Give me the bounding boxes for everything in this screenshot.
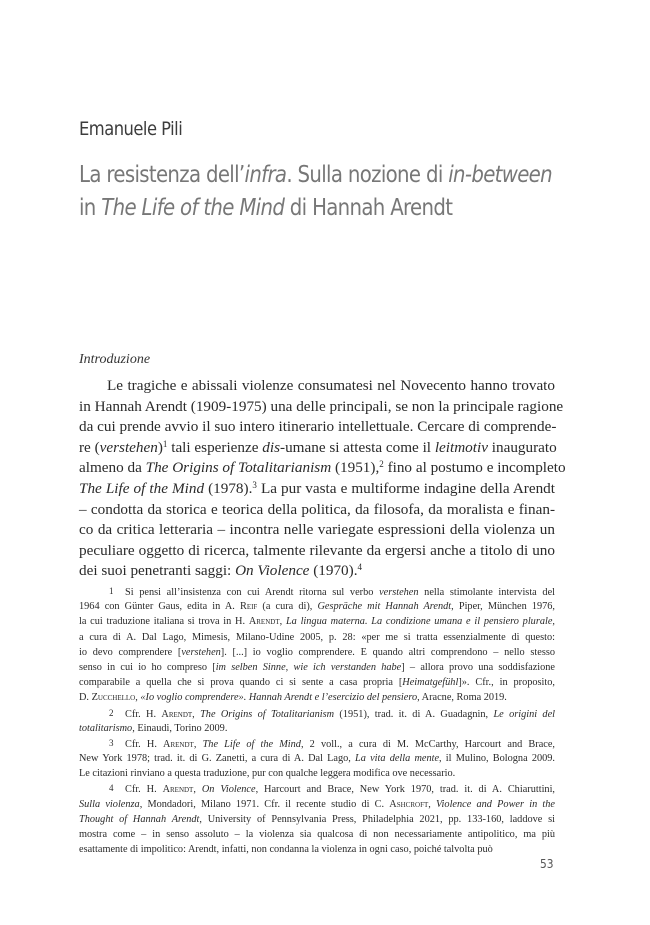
text-run: , <box>552 616 555 628</box>
italic-run: verstehen <box>379 587 419 598</box>
italic-run: The Life of the Mind <box>79 479 205 497</box>
text-run: ]». Cfr., in proposito, <box>458 677 555 689</box>
italic-run: On Violence <box>235 562 310 580</box>
footnote-ref[interactable]: 2 <box>379 459 384 470</box>
text-run: (1951), <box>331 459 380 477</box>
text-run: , Mondadori, Milano 1971. Cfr. il recente studio di C. <box>139 798 390 810</box>
text-run: Le citazioni rinviano a questa traduzione, pur con qualche leggera modifica ove necessario. <box>79 768 456 780</box>
text-run: 1964 con Günter Gaus, edita in A. <box>79 601 240 613</box>
italic-run: totalitarismo <box>79 722 133 734</box>
text-run: comparabile a quella che si prova quando ci si sente a casa propria [ <box>79 677 403 689</box>
text-run: dei suoi penetranti saggi: <box>79 562 236 580</box>
text-run: Cfr. H. <box>125 738 164 750</box>
italic-run: The Life of the Mind <box>202 738 301 750</box>
text-run: , <box>428 798 437 810</box>
italic-run: verstehen <box>99 438 158 456</box>
text-run: tali esperienze <box>167 438 263 456</box>
author-name: Emanuele Pili <box>79 118 183 140</box>
footnote-line <box>79 675 555 690</box>
footnote-line <box>79 614 555 629</box>
text-run: New York 1978; trad. it. di G. Zanetti, a cura di A. Dal Lago, <box>79 753 356 765</box>
footnote-line <box>79 660 555 675</box>
footnote-line: 1 Si pensi all’insistenza con cui Arendt ritorna sul verbo verstehen nella stimolante intervista del <box>109 586 555 598</box>
footnote-line <box>79 630 555 645</box>
italic-run: The Origins of Totalitarianism <box>200 708 335 720</box>
italic-run: La vita della mente <box>355 753 440 765</box>
footnote-ref[interactable]: 3 <box>252 479 257 490</box>
italic-run: Thought of Hannah Arendt <box>79 813 200 825</box>
text-run: , il Mulino, Bologna 2009. <box>439 753 555 765</box>
text-run: , Harcourt and Brace, New York 1970, trad. it. di A. Chiaruttini, <box>255 784 555 796</box>
text-run: , <box>279 616 286 628</box>
title-text: . Sulla nozione di <box>286 160 449 188</box>
footnote-line <box>79 721 555 736</box>
author-surname: Arendt <box>248 616 280 628</box>
title-text: in <box>79 193 102 221</box>
text-run: a cura di A. Dal Lago, Mimesis, Milano-Udine 2005, p. 28: «per me si tratta essenzialmente di questo: <box>79 631 555 643</box>
text-run: ]. [...] io voglio comprendere. E quando altri comprendono – nello stesso <box>220 646 555 658</box>
author-surname: Arendt <box>162 784 194 796</box>
author-surname: Zucchello <box>91 692 136 704</box>
italic-run: Le origini del <box>493 708 555 720</box>
text-run: mostra come – in senso assoluto – la violenza sia qualcosa di non necessariamente antipolitico, ma più <box>79 829 555 840</box>
text-run: La pur vasta e multiforme indagine della Arendt <box>256 479 555 497</box>
footnote-line <box>79 842 555 857</box>
footnote-line <box>79 751 555 766</box>
title-text: La resistenza dell’ <box>79 160 245 188</box>
italic-run: dis <box>262 438 281 456</box>
text-run: , <box>193 738 203 750</box>
text-run: Cfr. H. <box>125 784 163 796</box>
italic-run: Violence and Power in the <box>436 798 555 810</box>
body-line: da cui prende avvio il suo intero itinerario intellettuale. Cercare di comprende- <box>79 418 557 436</box>
text-run: (1951), trad. it. di A. Guadagnin, <box>334 708 494 720</box>
footnote-ref[interactable]: 4 <box>357 562 363 573</box>
footnote-line <box>79 645 555 660</box>
italic-run: La lingua materna. La condizione umana e il pensiero plurale <box>285 616 553 628</box>
text-run: senso in cui io ho compreso [ <box>79 661 216 673</box>
chapter-title-line-2 <box>79 191 552 224</box>
author-surname: Ashcroft <box>389 798 429 810</box>
footnote-line <box>79 827 555 842</box>
section-heading: Introduzione <box>79 352 151 367</box>
text-run: almeno da <box>79 459 146 477</box>
italic-run: Sulla violenza <box>79 798 140 810</box>
footnote-line <box>79 690 555 705</box>
chapter-title-line-1 <box>79 158 552 191</box>
text-run: esattamente di impolitico: Arendt, infatti, non condanna la violenza in ogni caso, poiché talvolta può <box>79 844 493 856</box>
text-run: , University of Pennsylvania Press, Philadelphia 2021, pp. 133-160, laddove si <box>199 813 555 825</box>
body-line <box>79 438 555 459</box>
body-line <box>79 479 555 500</box>
footnotes-section <box>79 584 555 857</box>
text-run: , Aracne, Roma 2019. <box>417 692 507 704</box>
text-run: Si pensi all’insistenza con cui Arendt ritorna sul verbo <box>125 587 380 598</box>
italic-run: Heimatgefühl <box>402 677 459 689</box>
text-run: io devo comprendere [ <box>79 646 182 658</box>
text-run: , Einaudi, Torino 2009. <box>132 722 228 734</box>
footnote-line: 2 Cfr. H. Arendt, The Origins of Totalitarianism (1951), trad. it. di A. Guadagnin, Le origini del <box>109 707 555 720</box>
italic-run: On Violence <box>201 784 256 796</box>
text-run: -umane si attesta come il <box>280 438 435 456</box>
text-run: (1970). <box>309 562 358 580</box>
body-line: Le tragiche e abissali violenze consumatesi nel Novecento hanno trovato <box>107 377 555 394</box>
footnote-line <box>79 812 555 827</box>
text-run: , Piper, München 1976, <box>451 601 555 613</box>
title-italic-term: infra <box>244 160 287 188</box>
author-surname: Arendt <box>163 738 194 750</box>
text-run: la cui traduzione italiana si trova in H. <box>79 616 249 628</box>
body-line: peculiare oggetto di ricerca, talmente rilevante da ergersi anche a titolo di uno <box>79 541 555 559</box>
footnote-ref[interactable]: 1 <box>162 438 168 449</box>
chapter-title <box>79 158 552 224</box>
author-surname: Arendt <box>161 708 193 720</box>
author-surname: Reif <box>239 601 258 613</box>
title-italic-term: in-between <box>448 160 552 188</box>
text-run: ) <box>157 438 163 456</box>
body-paragraph <box>79 376 566 582</box>
italic-run: The Origins of Totalitarianism <box>145 459 332 477</box>
text-run: ] – allora provo una soddisfazione <box>401 661 555 673</box>
text-run: Cfr. H. <box>125 708 162 720</box>
italic-run: leitmotiv <box>434 438 488 456</box>
text-run: inaugurato <box>487 438 557 456</box>
text-run: re ( <box>79 438 100 456</box>
text-run: , <box>135 692 141 704</box>
text-run: (1978). <box>204 479 253 497</box>
footnote-line <box>79 599 555 614</box>
page-number: 53 <box>540 856 554 871</box>
italic-run: Gespräche mit Hannah Arendt <box>317 601 452 613</box>
body-line <box>79 561 555 582</box>
text-run: , 2 voll., a cura di M. McCarthy, Harcourt and Brace, <box>300 738 555 750</box>
body-line: co da critica letteraria – incontra nelle variegate espressioni della violenza un <box>79 521 555 539</box>
footnote-line <box>79 766 555 781</box>
body-line: in Hannah Arendt (1909-1975) una delle principali, se non la principale ragione <box>79 397 564 415</box>
text-run: , <box>192 708 201 720</box>
italic-run: «Io voglio comprendere». Hannah Arendt e l’esercizio del pensiero <box>140 692 418 704</box>
text-run: (a cura di), <box>257 601 318 613</box>
italic-run: verstehen <box>181 646 221 658</box>
body-line: – condotta da storica e teorica della politica, da filosofa, da moralista e finan- <box>79 500 555 518</box>
text-run: fino al postumo e incompleto <box>383 459 566 477</box>
title-text: di Hannah Arendt <box>284 193 453 221</box>
italic-run: im selben Sinne, wie ich verstanden habe <box>215 661 402 673</box>
text-run: nella stimolante intervista del <box>418 587 555 598</box>
text-run: , <box>193 784 202 796</box>
body-line <box>79 458 566 479</box>
text-run: D. <box>79 692 92 704</box>
footnote-line: 3 Cfr. H. Arendt, The Life of the Mind, 2 voll., a cura di M. McCarthy, Harcourt and Brace, <box>109 737 555 750</box>
title-italic-work: The Life of the Mind <box>101 193 285 221</box>
footnote-line: 4 Cfr. H. Arendt, On Violence, Harcourt and Brace, New York 1970, trad. it. di A. Chiaruttini, <box>109 783 555 796</box>
footnote-line <box>79 797 555 812</box>
